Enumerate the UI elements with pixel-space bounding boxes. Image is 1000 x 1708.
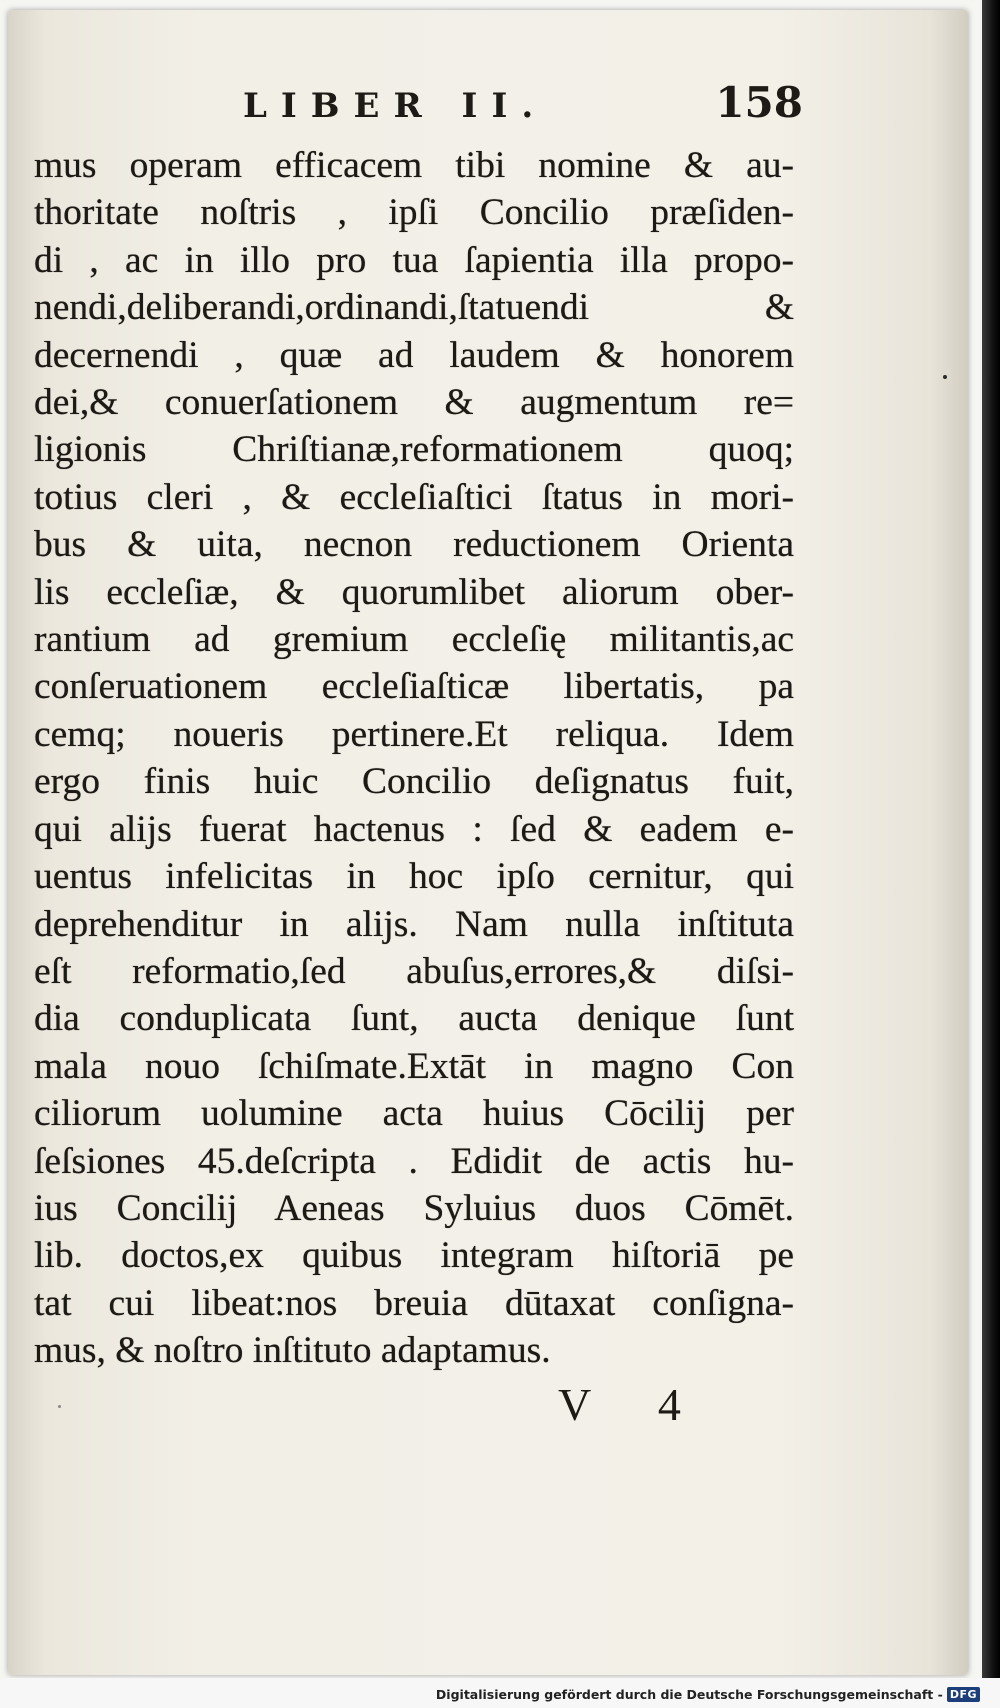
text-line: eſt reformatio,ſed abuſus,errores,& diſsi- (34, 950, 794, 992)
page-number: 158 (715, 78, 803, 127)
text-line: lib. doctos,ex quibus integram hiſtoriā pe (34, 1235, 794, 1277)
text-line: ius Concilij Aeneas Syluius duos Cōmēt. (34, 1187, 794, 1229)
running-header (243, 78, 803, 138)
text-line: bus & uita, necnon reductionem Orienta (34, 524, 794, 566)
ink-speck (58, 1405, 61, 1408)
text-line: deprehenditur in alijs. Nam nulla inſtituta (34, 903, 794, 945)
text-line: ſeſsiones 45.deſcripta . Edidit de actis hu- (34, 1140, 794, 1182)
text-line: nendi,deliberandi,ordinandi,ſtatuendi & (34, 287, 794, 329)
body-text (34, 142, 794, 1375)
text-line: totius cleri , & eccleſiaſtici ſtatus in mori- (34, 476, 794, 518)
text-line: thoritate noſtris , ipſi Concilio præſiden- (34, 192, 794, 234)
text-line: ergo finis huic Concilio deſignatus fuit, (34, 761, 794, 803)
dfg-logo-icon: DFG (947, 1687, 980, 1702)
text-line: rantium ad gremium eccleſię militantis,ac (34, 619, 794, 661)
text-line: mus operam efficacem tibi nomine & au- (34, 145, 794, 186)
text-line: qui alijs fuerat hactenus : ſed & eadem e- (34, 808, 794, 850)
text-line: cemq; noueris pertinere.Et reliqua. Idem (34, 713, 794, 755)
footer-credit-text: Digitalisierung gefördert durch die Deutsche Forschungsgemeinschaft - (435, 1686, 943, 1702)
text-line: mus, & noſtro inſtituto adaptamus. (34, 1330, 551, 1372)
page-edge-shadow (982, 0, 1000, 1708)
text-line: conſeruationem eccleſiaſticæ libertatis, pa (34, 666, 794, 708)
text-line: tat cui libeat:nos breuia dūtaxat conſigna- (34, 1282, 794, 1324)
text-line: lis eccleſiæ, & quorumlibet aliorum ober- (34, 571, 794, 613)
text-line: di , ac in illo pro tua ſapientia illa propo- (34, 239, 794, 281)
running-title: LIBER II. (243, 86, 548, 126)
text-line: decernendi , quæ ad laudem & honorem (34, 334, 794, 376)
ink-speck (943, 375, 947, 379)
text-line: dia conduplicata ſunt, aucta denique ſunt (34, 998, 794, 1040)
signature-mark: V 4 (558, 1379, 709, 1430)
book-page (8, 10, 968, 1675)
text-line: uentus infelicitas in hoc ipſo cernitur, qui (34, 856, 794, 898)
text-line: ciliorum uolumine acta huius Cōcilij per (34, 1093, 794, 1135)
text-line: ligionis Chriſtianæ,reformationem quoq; (34, 429, 794, 471)
text-line: mala nouo ſchiſmate.Extāt in magno Con (34, 1045, 794, 1087)
footer-credit (436, 1684, 980, 1704)
text-line: dei,& conuerſationem & augmentum re= (34, 382, 794, 424)
